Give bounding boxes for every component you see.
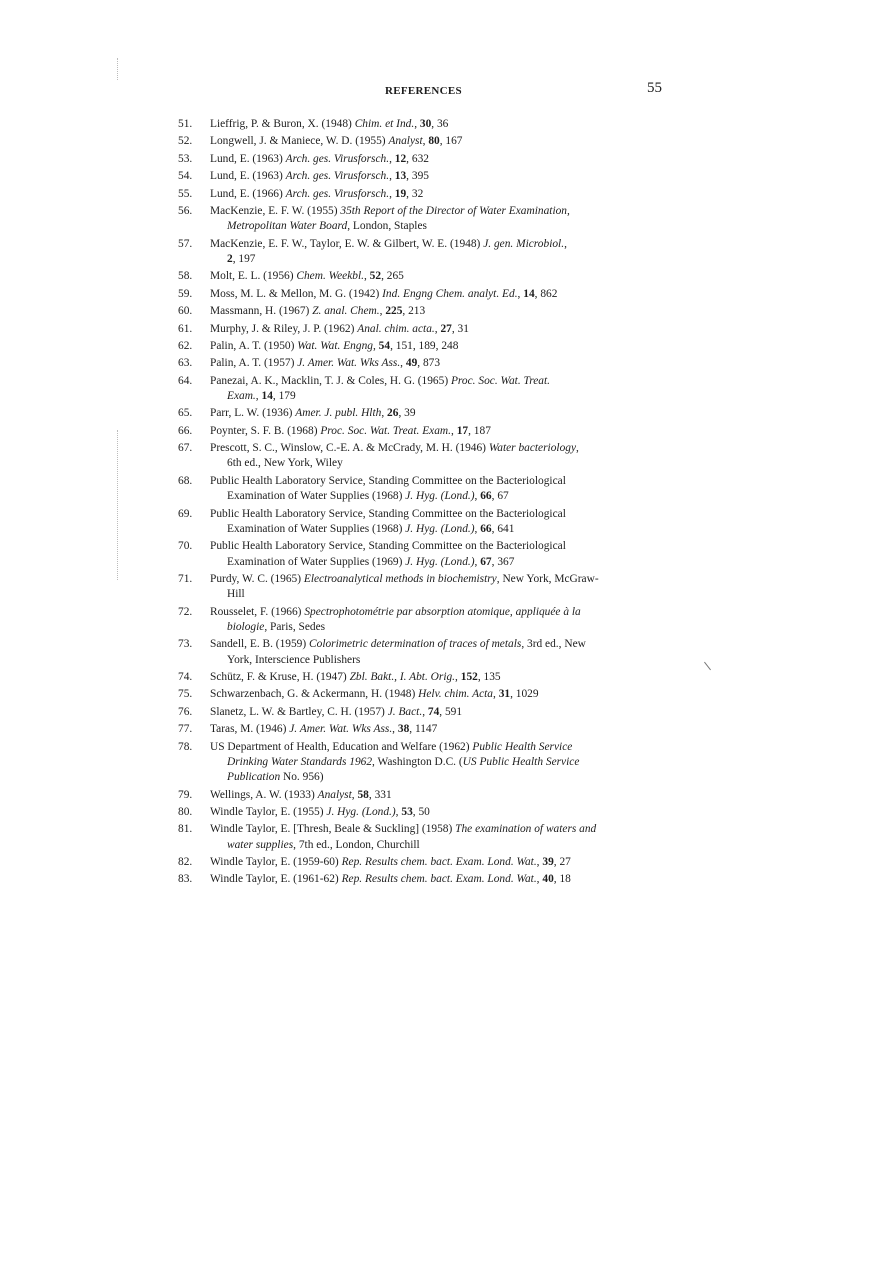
reference-line	[210, 323, 469, 335]
reference-text-segment: The examination of waters and	[455, 823, 597, 836]
reference-text-segment: Panezai, A. K., Macklin, T. J. & Coles, H. G. (1965)	[210, 374, 451, 387]
reference-text-segment: 14	[523, 287, 535, 300]
reference-entry	[178, 507, 672, 538]
reference-number: 64.	[178, 374, 193, 387]
reference-entry	[178, 670, 672, 685]
reference-entry	[178, 169, 672, 184]
reference-entry	[178, 204, 672, 235]
reference-text-segment: , Washington D.C. (	[372, 755, 463, 768]
reference-text-segment: Helv. chim. Acta	[418, 688, 493, 701]
reference-line	[210, 475, 566, 487]
reference-entry	[178, 406, 672, 421]
reference-text-segment: Sandell, E. B. (1959)	[210, 638, 310, 651]
reference-text-segment: Rep. Results chem. bact. Exam. Lond. Wat.	[341, 873, 537, 886]
reference-line	[210, 873, 571, 885]
reference-text-segment: 53	[401, 805, 413, 818]
reference-line	[210, 170, 429, 182]
reference-text-segment: Slanetz, L. W. & Bartley, C. H. (1957)	[210, 705, 388, 718]
reference-line	[210, 118, 448, 130]
reference-text-segment: Wat. Wat. Engng	[297, 339, 373, 352]
reference-number: 70.	[178, 540, 193, 553]
reference-text-segment: , 395	[406, 170, 429, 183]
reference-text-segment: Palin, A. T. (1950)	[210, 339, 298, 352]
reference-line	[210, 741, 572, 753]
reference-text-segment: ,	[255, 389, 262, 402]
reference-text-segment: water supplies	[227, 838, 294, 851]
reference-text-segment: ,	[381, 407, 388, 420]
stray-mark	[704, 662, 711, 670]
scan-edge-mark-left	[117, 430, 118, 580]
reference-entry	[178, 134, 672, 149]
reference-text-segment: ,	[474, 490, 481, 503]
reference-list	[178, 117, 672, 890]
reference-entry	[178, 872, 672, 887]
reference-text-segment: Windle Taylor, E. (1955)	[210, 805, 327, 818]
reference-number: 59.	[178, 287, 193, 300]
reference-text-segment: , 36	[431, 118, 449, 130]
reference-text-segment: 2	[227, 252, 233, 265]
reference-text-segment: Lund, E. (1966)	[210, 187, 286, 200]
reference-text-segment: Anal. chim. acta.	[357, 322, 435, 335]
reference-number: 74.	[178, 670, 193, 683]
reference-text-segment: Taras, M. (1946)	[210, 723, 290, 736]
reference-text-segment: , 7th ed., London, Churchill	[293, 838, 420, 851]
reference-number: 61.	[178, 322, 193, 335]
reference-text-segment: Amer. J. publ. Hlth	[295, 407, 382, 420]
reference-text-segment: No. 956)	[280, 771, 324, 784]
reference-text-segment: Analyst	[388, 135, 423, 148]
reference-continuation-line	[210, 620, 672, 635]
reference-text-segment: 31	[498, 688, 511, 701]
reference-line	[210, 288, 557, 300]
reference-text-segment: 6th ed., New York, Wiley	[227, 457, 343, 470]
reference-continuation-line	[210, 489, 672, 504]
reference-text-segment: Drinking Water Standards 1962	[227, 755, 373, 768]
reference-number: 83.	[178, 873, 193, 886]
reference-text-segment: J. gen. Microbiol.	[483, 237, 565, 250]
reference-number: 54.	[178, 170, 193, 183]
reference-continuation-line	[210, 653, 672, 668]
reference-text-segment: , 1147	[409, 723, 438, 736]
reference-text-segment: , 31	[451, 322, 469, 335]
reference-number: 71.	[178, 572, 193, 585]
reference-text-segment: US Department of Health, Education and Welfare (1962)	[210, 740, 473, 753]
reference-text-segment: 58	[357, 788, 369, 801]
reference-text-segment: Publication	[227, 771, 281, 784]
reference-text-segment: Proc. Soc. Wat. Treat.	[450, 374, 551, 387]
reference-entry	[178, 722, 672, 737]
reference-line	[210, 407, 416, 419]
reference-number: 77.	[178, 723, 193, 736]
reference-text-segment: ,	[389, 187, 395, 200]
reference-number: 57.	[178, 237, 193, 250]
reference-line	[210, 606, 581, 618]
reference-text-segment: , 151, 189, 248	[390, 339, 459, 352]
reference-text-segment: 40	[542, 873, 554, 886]
reference-text-segment: ,	[389, 152, 395, 165]
reference-text-segment: , 18	[553, 873, 571, 886]
reference-entry	[178, 539, 672, 570]
reference-text-segment: Molt, E. L. (1956)	[210, 270, 297, 283]
reference-entry	[178, 572, 672, 603]
reference-text-segment: 66	[480, 522, 492, 535]
reference-text-segment: biologie	[227, 620, 265, 633]
reference-entry	[178, 269, 672, 284]
reference-number: 72.	[178, 605, 193, 618]
reference-number: 82.	[178, 855, 193, 868]
reference-text-segment: ,	[400, 357, 406, 370]
reference-text-segment: Public Health Service	[472, 740, 573, 753]
reference-text-segment: J. Hyg. (Lond.)	[405, 555, 475, 568]
reference-text-segment: ,	[395, 805, 402, 818]
reference-entry	[178, 117, 672, 132]
reference-line	[210, 688, 539, 700]
reference-text-segment: Palin, A. T. (1957)	[210, 357, 298, 370]
reference-text-segment: ,	[414, 118, 420, 130]
header-title: REFERENCES	[385, 85, 462, 97]
reference-continuation-line	[210, 252, 672, 267]
reference-text-segment: ,	[422, 705, 428, 718]
reference-continuation-line	[210, 522, 672, 537]
reference-text-segment: Poynter, S. F. B. (1968)	[210, 424, 321, 437]
reference-number: 79.	[178, 788, 193, 801]
reference-text-segment: Rep. Results chem. bact. Exam. Lond. Wat.	[341, 855, 537, 868]
reference-text-segment: Metropolitan Water Board	[227, 220, 348, 233]
reference-line	[210, 375, 550, 387]
reference-text-segment: Colorimetric determination of traces of metals	[309, 638, 522, 651]
reference-text-segment: Parr, L. W. (1936)	[210, 407, 296, 420]
reference-text-segment: Electroanalytical methods in biochemistry	[303, 572, 497, 585]
reference-text-segment: , 331	[368, 788, 392, 801]
reference-text-segment: , 197	[232, 252, 256, 265]
reference-continuation-line	[210, 587, 672, 602]
reference-number: 76.	[178, 705, 193, 718]
reference-text-segment: ,	[536, 873, 543, 886]
reference-number: 67.	[178, 442, 193, 455]
reference-text-segment: ,	[451, 424, 457, 437]
reference-text-segment: , 873	[417, 357, 441, 370]
reference-number: 78.	[178, 740, 193, 753]
reference-text-segment: Lund, E. (1963)	[210, 170, 286, 183]
reference-text-segment: Massmann, H. (1967)	[210, 305, 313, 318]
reference-text-segment: Schütz, F. & Kruse, H. (1947)	[210, 670, 350, 683]
reference-text-segment: , 167	[439, 135, 463, 148]
reference-text-segment: Z. anal. Chem.	[312, 305, 380, 318]
reference-entry	[178, 805, 672, 820]
reference-text-segment: ,	[493, 688, 499, 701]
reference-text-segment: , 27	[553, 855, 571, 868]
reference-number: 73.	[178, 638, 193, 651]
reference-line	[210, 205, 570, 217]
reference-text-segment: , Paris, Sedes	[264, 620, 326, 633]
reference-line	[210, 188, 423, 200]
reference-entry	[178, 187, 672, 202]
reference-text-segment: , 591	[439, 705, 463, 718]
reference-text-segment: Chem. Weekbl.	[296, 270, 364, 283]
reference-line	[210, 153, 429, 165]
reference-text-segment: , 632	[406, 152, 429, 165]
reference-text-segment: , 265	[381, 270, 404, 283]
reference-text-segment: 35th Report of the Director of Water Examination,	[340, 204, 570, 217]
reference-text-segment: J. Hyg. (Lond.)	[326, 805, 396, 818]
reference-text-segment: 74	[427, 705, 440, 718]
reference-text-segment: 52	[369, 270, 382, 283]
reference-entry	[178, 705, 672, 720]
reference-text-segment: ,	[372, 339, 379, 352]
reference-text-segment: , 641	[491, 522, 515, 535]
reference-line	[210, 706, 462, 718]
reference-text-segment: , 213	[402, 305, 426, 318]
page-number: 55	[647, 80, 662, 96]
reference-number: 51.	[178, 118, 193, 130]
reference-text-segment: , 39	[398, 407, 416, 420]
reference-text-segment: , New York, McGraw-	[496, 572, 599, 585]
reference-text-segment: Hill	[227, 588, 245, 601]
reference-line	[210, 442, 579, 454]
reference-text-segment: ,	[379, 305, 386, 318]
reference-line	[210, 340, 458, 352]
reference-text-segment: ,	[351, 788, 358, 801]
reference-entry	[178, 441, 672, 472]
reference-line	[210, 270, 404, 282]
reference-text-segment: 26	[387, 407, 399, 420]
reference-text-segment: Spectrophotométrie par absorption atomique, appliquée à la	[304, 605, 581, 618]
reference-entry	[178, 740, 672, 786]
reference-text-segment: 67	[480, 555, 492, 568]
reference-text-segment: J. Amer. Wat. Wks Ass.	[297, 357, 401, 370]
reference-text-segment: Arch. ges. Virusforsch.	[285, 170, 390, 183]
reference-text-segment: , London, Staples	[347, 220, 427, 233]
reference-entry	[178, 474, 672, 505]
reference-text-segment: 27	[440, 322, 452, 335]
reference-text-segment: ,	[576, 442, 579, 455]
reference-entry	[178, 339, 672, 354]
reference-text-segment: Arch. ges. Virusforsch.	[285, 152, 390, 165]
reference-text-segment: J. Hyg. (Lond.)	[405, 490, 475, 503]
reference-text-segment: 66	[480, 490, 492, 503]
reference-text-segment: J. Amer. Wat. Wks Ass.	[289, 723, 393, 736]
reference-line	[210, 723, 437, 735]
reference-text-segment: , 3rd ed., New	[521, 638, 586, 651]
reference-text-segment: MacKenzie, E. F. W., Taylor, E. W. & Gilbert, W. E. (1948)	[210, 237, 484, 250]
reference-text-segment: , 862	[534, 287, 558, 300]
reference-text-segment: MacKenzie, E. F. W. (1955)	[210, 204, 341, 217]
reference-text-segment: Windle Taylor, E. (1961-62)	[210, 873, 342, 886]
reference-text-segment: Schwarzenbach, G. & Ackermann, H. (1948)	[210, 688, 419, 701]
reference-number: 81.	[178, 823, 193, 836]
reference-line	[210, 425, 491, 437]
reference-text-segment: Examination of Water Supplies (1968)	[227, 490, 406, 503]
reference-text-segment: ,	[564, 237, 567, 250]
reference-text-segment: 30	[419, 118, 432, 130]
reference-entry	[178, 788, 672, 803]
reference-text-segment: Windle Taylor, E. [Thresh, Beale & Suckling] (1958)	[210, 823, 456, 836]
reference-line	[210, 238, 567, 250]
reference-text-segment: , 50	[412, 805, 430, 818]
reference-entry	[178, 237, 672, 268]
reference-entry	[178, 855, 672, 870]
reference-text-segment: ,	[517, 287, 524, 300]
reference-text-segment: Chim. et Ind.	[354, 118, 415, 130]
reference-line	[210, 856, 571, 868]
reference-text-segment: , 32	[406, 187, 424, 200]
reference-text-segment: Public Health Laboratory Service, Standing Committee on the Bacteriological	[210, 540, 566, 553]
reference-text-segment: Lieffrig, P. & Buron, X. (1948)	[210, 118, 355, 130]
reference-number: 80.	[178, 805, 193, 818]
reference-number: 60.	[178, 305, 193, 318]
reference-number: 66.	[178, 424, 193, 437]
reference-text-segment: US Public Health Service	[462, 755, 580, 768]
reference-continuation-line	[210, 389, 672, 404]
reference-line	[210, 508, 566, 520]
reference-entry	[178, 287, 672, 302]
reference-text-segment: Examination of Water Supplies (1969)	[227, 555, 406, 568]
reference-text-segment: ,	[474, 522, 481, 535]
reference-number: 65.	[178, 407, 193, 420]
reference-text-segment: , 179	[272, 389, 296, 402]
reference-entry	[178, 356, 672, 371]
reference-text-segment: ,	[392, 723, 398, 736]
reference-line	[210, 357, 440, 369]
reference-number: 68.	[178, 474, 193, 487]
reference-text-segment: 13	[394, 170, 407, 183]
reference-line	[210, 540, 566, 552]
reference-text-segment: Arch. ges. Virusforsch.	[285, 187, 390, 200]
reference-entry	[178, 322, 672, 337]
reference-text-segment: Examination of Water Supplies (1968)	[227, 522, 406, 535]
reference-line	[210, 823, 596, 835]
reference-text-segment: 54	[378, 339, 391, 352]
reference-text-segment: ,	[363, 270, 370, 283]
reference-continuation-line	[210, 838, 672, 853]
reference-text-segment: ,	[389, 170, 395, 183]
reference-text-segment: 38	[397, 723, 410, 736]
reference-text-segment: Zbl. Bakt., I. Abt. Orig.	[349, 670, 456, 683]
reference-text-segment: ,	[536, 855, 543, 868]
reference-text-segment: 80	[428, 135, 440, 148]
reference-text-segment: 19	[394, 187, 407, 200]
reference-number: 56.	[178, 204, 193, 217]
reference-number: 58.	[178, 270, 193, 283]
reference-number: 55.	[178, 187, 193, 200]
reference-text-segment: Wellings, A. W. (1933)	[210, 788, 318, 801]
reference-text-segment: Analyst	[317, 788, 352, 801]
reference-continuation-line	[210, 219, 672, 234]
reference-text-segment: 14	[261, 389, 273, 402]
reference-continuation-line	[210, 555, 672, 570]
reference-text-segment: Ind. Engng Chem. analyt. Ed.	[382, 287, 518, 300]
reference-number: 69.	[178, 507, 193, 520]
reference-text-segment: ,	[474, 555, 481, 568]
reference-line	[210, 135, 462, 147]
reference-number: 62.	[178, 339, 193, 352]
reference-text-segment: 12	[394, 152, 407, 165]
reference-text-segment: ,	[422, 135, 429, 148]
reference-continuation-line	[210, 456, 672, 471]
reference-text-segment: York, Interscience Publishers	[227, 653, 361, 666]
reference-text-segment: , 67	[491, 490, 509, 503]
reference-entry	[178, 605, 672, 636]
reference-continuation-line	[210, 755, 672, 770]
reference-text-segment: Public Health Laboratory Service, Standing Committee on the Bacteriological	[210, 507, 566, 520]
reference-text-segment: Proc. Soc. Wat. Treat. Exam.	[320, 424, 452, 437]
reference-text-segment: Public Health Laboratory Service, Standing Committee on the Bacteriological	[210, 474, 566, 487]
reference-text-segment: Longwell, J. & Maniece, W. D. (1955)	[210, 135, 389, 148]
reference-text-segment: ,	[455, 670, 461, 683]
reference-text-segment: 49	[405, 357, 418, 370]
reference-text-segment: , 135	[477, 670, 501, 683]
reference-text-segment: Prescott, S. C., Winslow, C.-E. A. & McCrady, M. H. (1946)	[210, 442, 489, 455]
reference-entry	[178, 304, 672, 319]
reference-text-segment: Rousselet, F. (1966)	[210, 605, 305, 618]
reference-text-segment: Windle Taylor, E. (1959-60)	[210, 855, 342, 868]
reference-number: 63.	[178, 357, 193, 370]
reference-text-segment: 17	[456, 424, 469, 437]
reference-text-segment: , 1029	[510, 688, 539, 701]
reference-text-segment: , 187	[468, 424, 491, 437]
reference-text-segment: 39	[542, 855, 554, 868]
reference-entry	[178, 424, 672, 439]
reference-text-segment: , 367	[491, 555, 515, 568]
scan-edge-mark-top	[117, 58, 118, 80]
reference-entry	[178, 822, 672, 853]
reference-entry	[178, 637, 672, 668]
reference-text-segment: ,	[434, 322, 441, 335]
reference-text-segment: Lund, E. (1963)	[210, 152, 286, 165]
reference-text-segment: J. Hyg. (Lond.)	[405, 522, 475, 535]
reference-line	[210, 573, 599, 585]
reference-line	[210, 305, 425, 317]
reference-text-segment: J. Bact.	[387, 705, 423, 718]
reference-number: 52.	[178, 135, 193, 148]
reference-text-segment: Water bacteriology	[488, 442, 577, 455]
reference-entry	[178, 374, 672, 405]
reference-text-segment: Purdy, W. C. (1965)	[210, 572, 304, 585]
reference-number: 75.	[178, 688, 193, 701]
reference-text-segment: 152	[460, 670, 478, 683]
running-header	[170, 80, 670, 102]
reference-line	[210, 789, 392, 801]
reference-text-segment: 225	[385, 305, 403, 318]
reference-text-segment: Exam.	[227, 389, 256, 402]
reference-continuation-line	[210, 770, 672, 785]
reference-line	[210, 806, 430, 818]
reference-number: 53.	[178, 152, 193, 165]
reference-line	[210, 638, 586, 650]
reference-entry	[178, 687, 672, 702]
reference-line	[210, 671, 501, 683]
reference-entry	[178, 152, 672, 167]
reference-text-segment: Murphy, J. & Riley, J. P. (1962)	[210, 322, 358, 335]
reference-text-segment: Moss, M. L. & Mellon, M. G. (1942)	[210, 287, 383, 300]
